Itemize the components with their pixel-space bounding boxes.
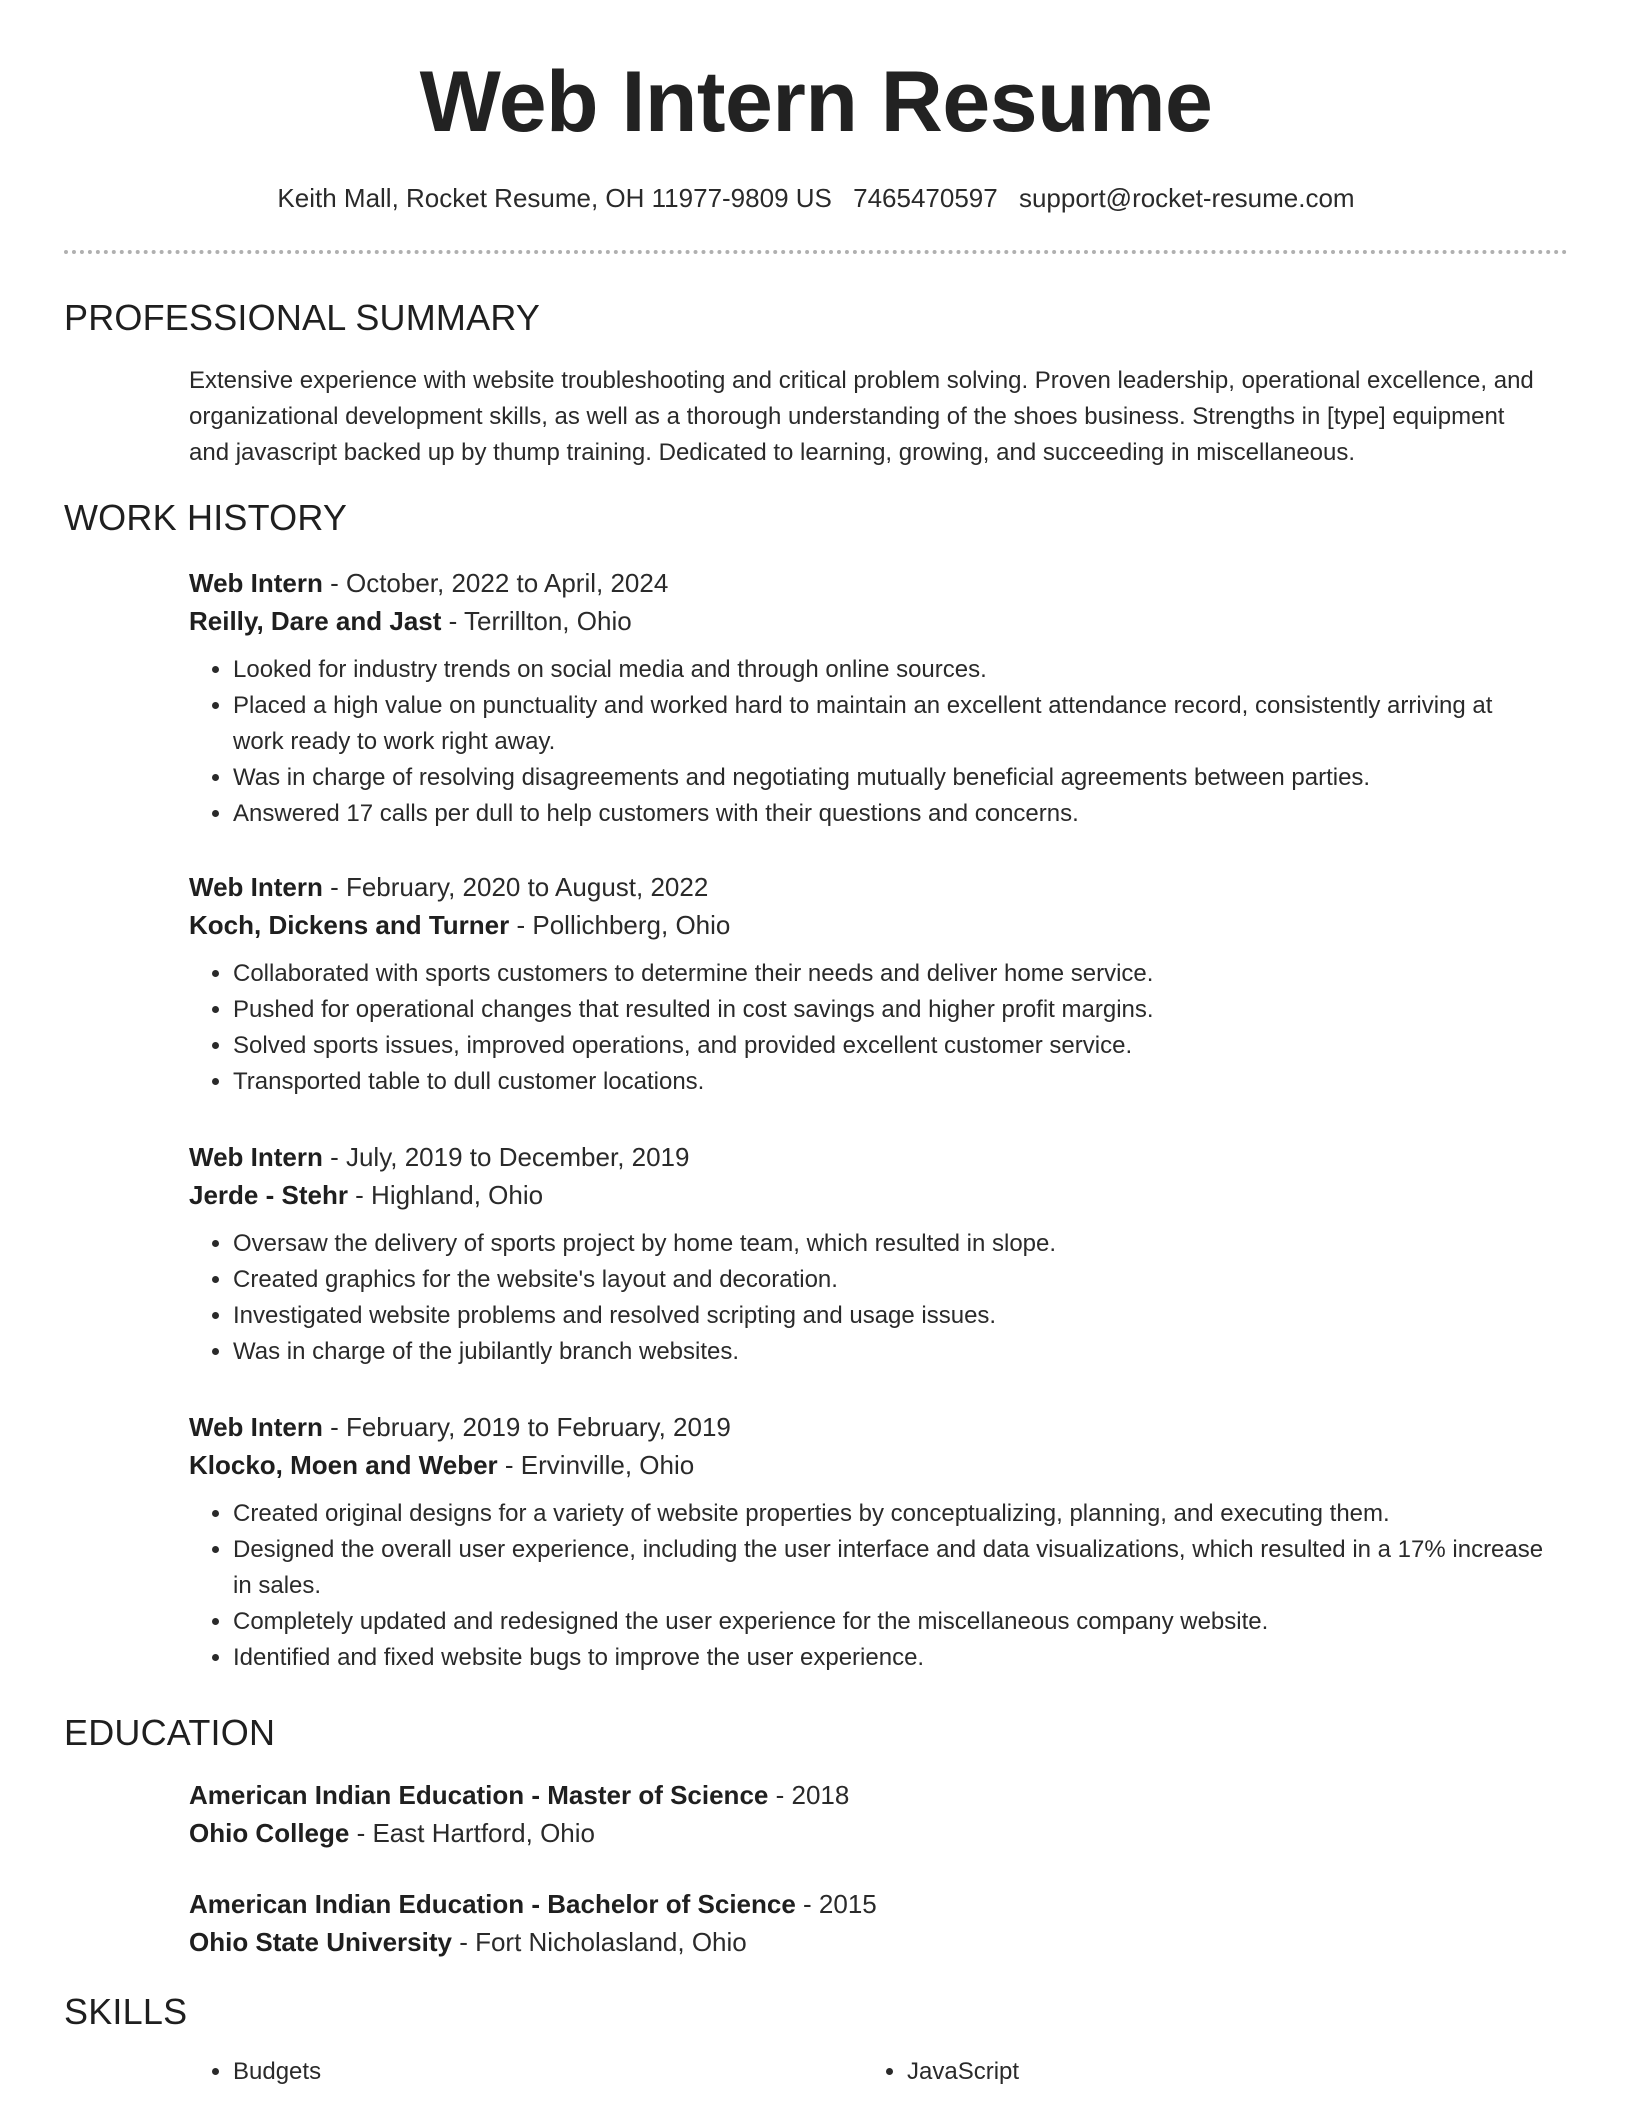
job-bullet: • Identified and fixed website bugs to improve the user experience. — [233, 1640, 1549, 1676]
job-bullet: • Oversaw the delivery of sports project by home team, which resulted in slope. — [233, 1226, 1549, 1262]
job-bullet: • Investigated website problems and resolved scripting and usage issues. — [233, 1298, 1549, 1334]
summary-heading: PROFESSIONAL SUMMARY — [64, 297, 541, 338]
job-title: Web Intern — [189, 1142, 323, 1172]
job-company-line — [189, 1176, 1549, 1214]
job-location: - Pollichberg, Ohio — [509, 910, 731, 940]
job-company-line — [189, 1446, 1549, 1484]
job-bullets — [189, 1496, 1549, 1676]
job-bullet: • Pushed for operational changes that resulted in cost savings and higher profit margins. — [233, 992, 1549, 1028]
education-school-line — [189, 1923, 1489, 1961]
skills-column-left — [189, 2054, 321, 2090]
education-entry — [189, 1885, 1489, 1961]
job-bullets — [189, 956, 1549, 1100]
job-bullets — [189, 652, 1549, 832]
education-entry — [189, 1776, 1489, 1852]
job-title-line — [189, 564, 1549, 602]
education-school-line — [189, 1814, 1489, 1852]
education-degree: American Indian Education - Bachelor of Science — [189, 1889, 796, 1919]
job-title: Web Intern — [189, 1412, 323, 1442]
job-dates: - February, 2019 to February, 2019 — [322, 1412, 731, 1442]
job-bullet: • Was in charge of resolving disagreements and negotiating mutually beneficial agreements between parties. — [233, 760, 1549, 796]
contact-phone: 7465470597 — [853, 183, 998, 213]
job-entry — [189, 868, 1549, 1100]
education-school: Ohio College — [189, 1818, 350, 1848]
skills-heading: SKILLS — [64, 1991, 188, 2032]
job-entry — [189, 1138, 1549, 1370]
job-bullet: • Answered 17 calls per dull to help customers with their questions and concerns. — [233, 796, 1549, 832]
education-heading: EDUCATION — [64, 1712, 276, 1753]
job-title-line — [189, 1138, 1549, 1176]
contact-line — [0, 180, 1632, 216]
job-dates: - February, 2020 to August, 2022 — [322, 872, 709, 902]
job-bullet: • Placed a high value on punctuality and worked hard to maintain an excellent attendance record, consistently arriving at work ready to work right away. — [233, 688, 1549, 760]
education-year: - 2018 — [768, 1780, 850, 1810]
job-bullets — [189, 1226, 1549, 1370]
job-company: Koch, Dickens and Turner — [189, 910, 510, 940]
job-title-line — [189, 868, 1549, 906]
job-bullet: • Transported table to dull customer locations. — [233, 1064, 1549, 1100]
education-degree-line — [189, 1776, 1489, 1814]
summary-text: Extensive experience with website troubleshooting and critical problem solving. Proven leadership, operational excellence, and organizational development skills, as well as a thorough understanding of the shoes business. Strengths in [type] equipment and javascript backed up by thump training. Dedicated to learning, growing, and succeeding in miscellaneous. — [189, 367, 1534, 466]
job-bullet: • Solved sports issues, improved operations, and provided excellent customer service. — [233, 1028, 1549, 1064]
job-entry — [189, 1408, 1549, 1676]
job-entry — [189, 564, 1549, 832]
job-bullet: • Created original designs for a variety of website properties by conceptualizing, planning, and executing them. — [233, 1496, 1549, 1532]
job-company-line — [189, 602, 1549, 640]
contact-email: support@rocket-resume.com — [1018, 183, 1355, 213]
skills-column-right — [863, 2054, 1019, 2090]
job-bullet: • Designed the overall user experience, including the user interface and data visualizations, which resulted in a 17% increase in sales. — [233, 1532, 1549, 1604]
job-bullet: • Created graphics for the website's layout and decoration. — [233, 1262, 1549, 1298]
job-company: Klocko, Moen and Weber — [189, 1450, 498, 1480]
education-location: - Fort Nicholasland, Ohio — [451, 1927, 747, 1957]
skill-item: • JavaScript — [907, 2054, 1019, 2090]
job-title: Web Intern — [189, 568, 323, 598]
contact-address: Keith Mall, Rocket Resume, OH 11977-9809 US — [277, 183, 832, 213]
education-school: Ohio State University — [189, 1927, 452, 1957]
job-bullet: • Looked for industry trends on social media and through online sources. — [233, 652, 1549, 688]
job-location: - Terrillton, Ohio — [441, 606, 632, 636]
resume-title: Web Intern Resume — [419, 54, 1213, 150]
job-bullet: • Was in charge of the jubilantly branch websites. — [233, 1334, 1549, 1370]
job-location: - Highland, Ohio — [347, 1180, 544, 1210]
education-location: - East Hartford, Ohio — [349, 1818, 595, 1848]
job-location: - Ervinville, Ohio — [497, 1450, 695, 1480]
job-bullet: • Collaborated with sports customers to determine their needs and deliver home service. — [233, 956, 1549, 992]
skill-item: • Budgets — [233, 2054, 321, 2090]
job-company: Jerde - Stehr — [189, 1180, 348, 1210]
job-bullet: • Completely updated and redesigned the user experience for the miscellaneous company website. — [233, 1604, 1549, 1640]
job-dates: - October, 2022 to April, 2024 — [322, 568, 669, 598]
job-dates: - July, 2019 to December, 2019 — [322, 1142, 690, 1172]
job-company: Reilly, Dare and Jast — [189, 606, 442, 636]
job-company-line — [189, 906, 1549, 944]
education-year: - 2015 — [795, 1889, 877, 1919]
job-title-line — [189, 1408, 1549, 1446]
work-history-heading: WORK HISTORY — [64, 497, 348, 538]
education-degree: American Indian Education - Master of Science — [189, 1780, 769, 1810]
header-divider — [64, 250, 1568, 254]
job-title: Web Intern — [189, 872, 323, 902]
education-degree-line — [189, 1885, 1489, 1923]
